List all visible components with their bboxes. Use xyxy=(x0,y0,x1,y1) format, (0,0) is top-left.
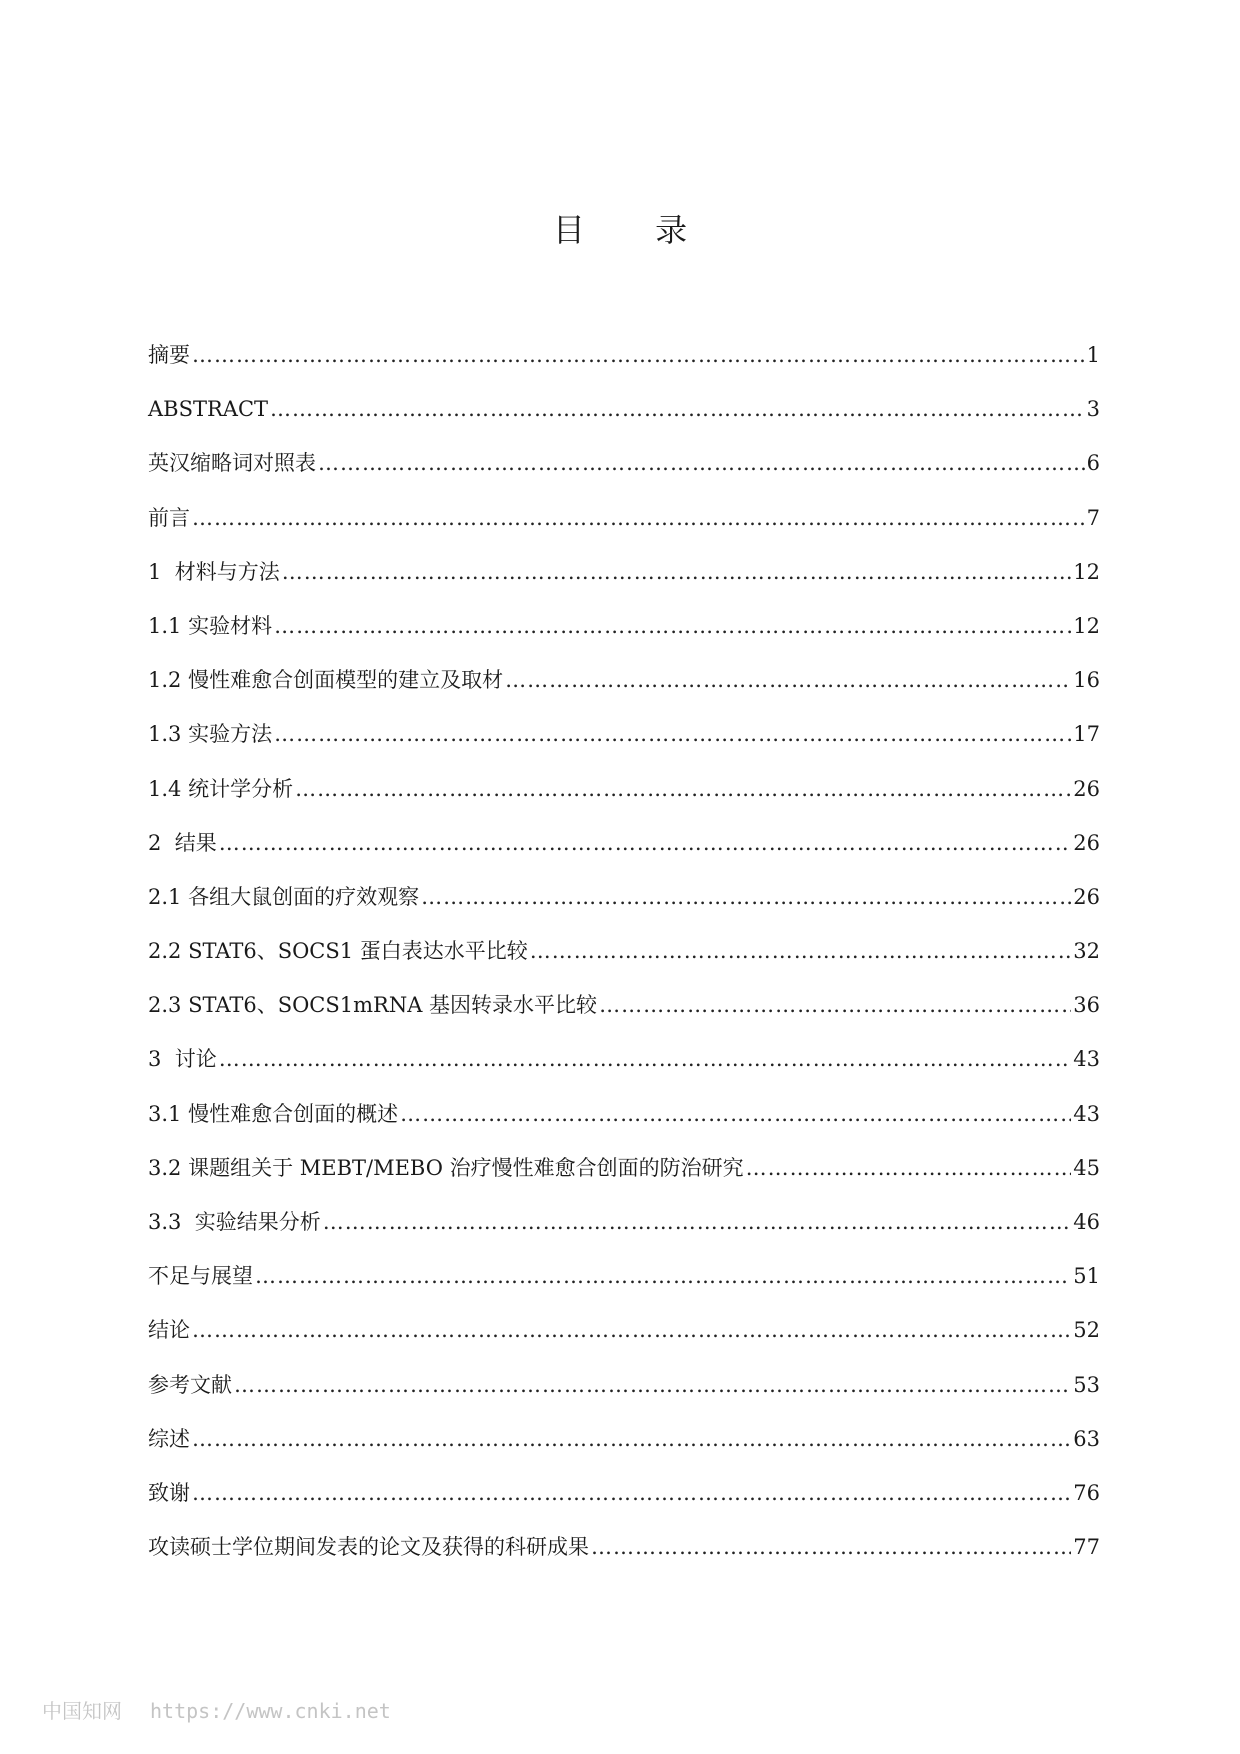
leader-dots xyxy=(274,599,1071,653)
toc-entry[interactable] xyxy=(148,1195,1100,1249)
toc-entry-label: 致谢 xyxy=(148,1480,190,1505)
toc-entry-label: 1.4 统计学分析 xyxy=(148,776,294,801)
toc-entry-page: 43 xyxy=(1073,1047,1100,1072)
leader-dots xyxy=(282,545,1072,599)
toc-entry[interactable] xyxy=(148,382,1100,436)
table-of-contents xyxy=(148,328,1100,1574)
toc-entry-page: 12 xyxy=(1073,613,1100,638)
leader-dots xyxy=(318,436,1085,490)
leader-dots xyxy=(295,762,1071,816)
toc-entry-label: 攻读硕士学位期间发表的论文及获得的科研成果 xyxy=(148,1535,589,1560)
toc-entry-page: 45 xyxy=(1073,1155,1100,1180)
toc-entry-page: 76 xyxy=(1073,1480,1100,1505)
leader-dots xyxy=(192,1412,1071,1466)
toc-entry-page: 77 xyxy=(1073,1535,1100,1560)
leader-dots xyxy=(599,978,1071,1032)
leader-dots xyxy=(192,328,1085,382)
toc-entry-label: 不足与展望 xyxy=(148,1264,253,1289)
toc-entry-page: 26 xyxy=(1073,776,1100,801)
page-title: 目 录 xyxy=(552,211,718,249)
toc-entry-page: 52 xyxy=(1073,1318,1100,1343)
toc-entry[interactable] xyxy=(148,978,1100,1032)
toc-entry-label: 2.3 STAT6、SOCS1mRNA 基因转录水平比较 xyxy=(148,993,598,1018)
toc-entry[interactable] xyxy=(148,1249,1100,1303)
toc-entry[interactable] xyxy=(148,816,1100,870)
toc-entry-page: 7 xyxy=(1086,505,1100,530)
toc-entry-page: 53 xyxy=(1073,1372,1100,1397)
toc-entry-page: 32 xyxy=(1073,939,1100,964)
toc-entry-page: 46 xyxy=(1073,1210,1100,1234)
toc-entry-label: 3 讨论 xyxy=(148,1047,217,1072)
watermark xyxy=(42,1695,391,1724)
toc-entry-label: 3.1 慢性难愈合创面的概述 xyxy=(148,1101,399,1126)
leader-dots xyxy=(219,1032,1072,1086)
leader-dots xyxy=(323,1195,1072,1249)
toc-entry[interactable] xyxy=(148,545,1100,599)
toc-entry[interactable] xyxy=(148,1466,1100,1520)
toc-entry[interactable] xyxy=(148,1032,1100,1086)
toc-entry[interactable] xyxy=(148,1412,1100,1466)
toc-entry-label: 综述 xyxy=(148,1426,190,1451)
toc-entry-page: 1 xyxy=(1086,343,1100,367)
toc-entry[interactable] xyxy=(148,870,1100,924)
toc-entry[interactable] xyxy=(148,599,1100,653)
toc-entry[interactable] xyxy=(148,762,1100,816)
toc-entry-label: 结论 xyxy=(148,1318,190,1343)
leader-dots xyxy=(192,491,1085,545)
toc-entry-page: 3 xyxy=(1086,397,1100,422)
toc-entry-page: 16 xyxy=(1073,668,1100,693)
toc-entry-label: 摘要 xyxy=(148,343,190,367)
toc-entry-page: 36 xyxy=(1073,993,1100,1018)
toc-entry[interactable] xyxy=(148,1141,1100,1195)
toc-entry-label: 1.3 实验方法 xyxy=(148,722,273,747)
toc-entry-page: 26 xyxy=(1073,884,1100,909)
watermark-url: https://www.cnki.net xyxy=(150,1699,391,1723)
toc-entry-label: 3.2 课题组关于 MEBT/MEBO 治疗慢性难愈合创面的防治研究 xyxy=(148,1155,744,1180)
toc-entry[interactable] xyxy=(148,707,1100,761)
leader-dots xyxy=(505,653,1071,707)
leader-dots xyxy=(421,870,1071,924)
toc-entry-label: 1.2 慢性难愈合创面模型的建立及取材 xyxy=(148,668,504,693)
toc-entry-label: 2 结果 xyxy=(148,830,217,855)
toc-entry[interactable] xyxy=(148,491,1100,545)
toc-entry[interactable] xyxy=(148,436,1100,490)
toc-entry-page: 12 xyxy=(1073,559,1100,584)
leader-dots xyxy=(270,382,1085,436)
toc-entry-label: 2.1 各组大鼠创面的疗效观察 xyxy=(148,884,420,909)
toc-entry[interactable] xyxy=(148,653,1100,707)
toc-entry-label: 参考文献 xyxy=(148,1372,232,1397)
toc-entry[interactable] xyxy=(148,1520,1100,1574)
watermark-site-name: 中国知网 xyxy=(42,1699,122,1723)
toc-entry-page: 43 xyxy=(1073,1101,1100,1126)
leader-dots xyxy=(746,1141,1072,1195)
toc-entry-page: 51 xyxy=(1073,1264,1100,1289)
leader-dots xyxy=(234,1358,1071,1412)
leader-dots xyxy=(400,1087,1071,1141)
toc-entry-page: 63 xyxy=(1073,1426,1100,1451)
toc-entry-label: 3.3 实验结果分析 xyxy=(148,1210,321,1234)
leader-dots xyxy=(591,1520,1071,1574)
toc-entry-page: 26 xyxy=(1073,830,1100,855)
toc-entry[interactable] xyxy=(148,924,1100,978)
leader-dots xyxy=(274,707,1071,761)
toc-entry-label: 前言 xyxy=(148,505,190,530)
toc-entry[interactable] xyxy=(148,1087,1100,1141)
toc-entry[interactable] xyxy=(148,1303,1100,1357)
toc-entry-label: 1.1 实验材料 xyxy=(148,613,273,638)
leader-dots xyxy=(255,1249,1071,1303)
toc-entry-label: 英汉缩略词对照表 xyxy=(148,451,316,476)
toc-entry-label: 2.2 STAT6、SOCS1 蛋白表达水平比较 xyxy=(148,939,528,964)
toc-entry[interactable] xyxy=(148,328,1100,382)
leader-dots xyxy=(192,1466,1071,1520)
toc-entry-label: 1 材料与方法 xyxy=(148,559,280,584)
toc-entry-page: 17 xyxy=(1073,722,1100,747)
leader-dots xyxy=(530,924,1071,978)
leader-dots xyxy=(192,1303,1071,1357)
toc-entry[interactable] xyxy=(148,1358,1100,1412)
toc-entry-page: 6 xyxy=(1086,451,1100,476)
toc-entry-label: ABSTRACT xyxy=(148,397,269,422)
leader-dots xyxy=(219,816,1072,870)
